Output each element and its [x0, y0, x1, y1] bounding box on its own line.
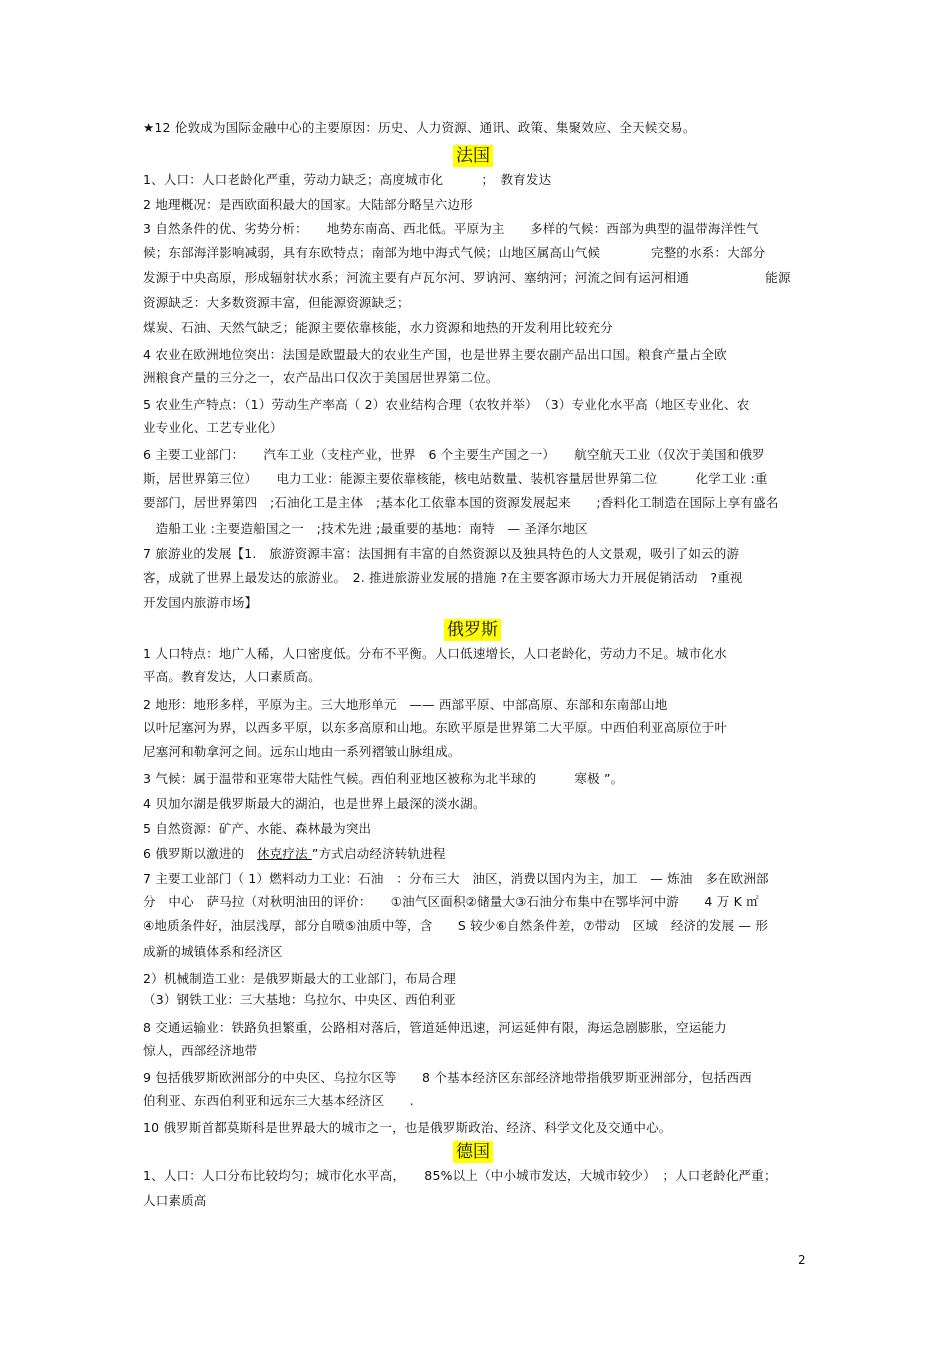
- france-line: 6 主要工业部门： 汽车工业（支柱产业，世界 6 个主要生产国之一） 航空航天工业（仅次于美国和俄罗: [143, 447, 765, 462]
- russia-line-6-suffix: ”方式启动经济转轨进程: [311, 846, 446, 861]
- heading-germany: 德国: [453, 1141, 493, 1163]
- russia-line: 2 地形：地形多样，平原为主。三大地形单元 —— 西部平原、中部高原、东部和东南部山地: [143, 697, 668, 712]
- russia-line: ④地质条件好，油层浅厚，部分自喷⑤油质中等，含 S 较少⑥自然条件差，⑦带动 区域 经济的发展 — 形: [143, 918, 769, 933]
- russia-line: 1 人口特点：地广人稀，人口密度低。分布不平衡。人口低速增长，人口老龄化，劳动力不足。城市化水: [143, 646, 727, 661]
- heading-france: 法国: [453, 145, 493, 167]
- russia-line: 10 俄罗斯首都莫斯科是世界最大的城市之一，也是俄罗斯政治、经济、科学文化及交通中心。: [143, 1120, 672, 1135]
- france-line: 2 地理概况：是西欧面积最大的国家。大陆部分略呈六边形: [143, 197, 473, 212]
- russia-line: 2）机械制造工业：是俄罗斯最大的工业部门，布局合理: [143, 971, 456, 986]
- france-line: 候；东部海洋影响减弱，具有东欧特点；南部为地中海式气候；山地区属高山气候 完整的水系：大部分: [143, 245, 766, 260]
- russia-line: 分 中心 萨马拉（对秋明油田的评价： ①油气区面积②储量大③石油分布集中在鄂毕河中游 4 万 K ㎡: [143, 894, 759, 909]
- russia-line: 4 贝加尔湖是俄罗斯最大的湖泊，也是世界上最深的淡水湖。: [143, 796, 486, 811]
- russia-line: 7 主要工业部门（ 1）燃料动力工业：石油 ：分布三大 油区，消费以国内为主，加工 — 炼油 多在欧洲部: [143, 871, 769, 886]
- shock-therapy-term: 休克疗法: [256, 846, 312, 861]
- germany-line: 1、人口：人口分布比较均匀；城市化水平高， 85%以上（中小城市发达，大城市较少） ；人口老龄化严重；: [143, 1168, 777, 1183]
- russia-line: 成新的城镇体系和经济区: [143, 944, 283, 959]
- intro-line: ★12 伦敦成为国际金融中心的主要原因：历史、人力资源、通讯、政策、集聚效应、全天候交易。: [143, 120, 696, 135]
- france-line: 开发国内旅游市场】: [143, 595, 258, 610]
- france-line: 洲粮食产量的三分之一，农产品出口仅次于美国居世界第二位。: [143, 370, 499, 385]
- france-line: 1、人口：人口老龄化严重，劳动力缺乏；高度城市化 ； 教育发达: [143, 172, 552, 187]
- france-line: 煤炭、石油、天然气缺乏；能源主要依靠核能，水力资源和地热的开发利用比较充分: [143, 320, 613, 335]
- france-line: 业专业化、工艺专业化）: [143, 420, 283, 435]
- france-line: 要部门，居世界第四 ;石油化工是主体 ;基本化工依靠本国的资源发展起来 ;香料化工制造在国际上享有盛名: [143, 495, 779, 510]
- russia-line: 惊人，西部经济地带: [143, 1043, 258, 1058]
- russia-line: 伯利亚、东西伯利亚和远东三大基本经济区 .: [143, 1093, 414, 1108]
- germany-line: 人口素质高: [143, 1193, 207, 1208]
- russia-line: （3）钢铁工业：三大基地：乌拉尔、中央区、西伯利亚: [143, 992, 456, 1007]
- france-line: 资源缺乏：大多数资源丰富，但能源资源缺乏；: [143, 295, 410, 310]
- france-line: 4 农业在欧洲地位突出：法国是欧盟最大的农业生产国，也是世界主要农副产品出口国。粮食产量占全欧: [143, 347, 727, 362]
- france-line: 斯，居世界第三位） 电力工业：能源主要依靠核能，核电站数量、装机容量居世界第二位 化学工业 :重: [143, 471, 768, 486]
- russia-line: 平高。教育发达，人口素质高。: [143, 669, 321, 684]
- russia-line-6-prefix: 6 俄罗斯以激进的: [143, 846, 257, 861]
- france-line: 造船工业 :主要造船国之一 ;技术先进 ;最重要的基地：南特 — 圣泽尔地区: [143, 521, 588, 536]
- russia-line: 5 自然资源：矿产、水能、森林最为突出: [143, 821, 372, 836]
- russia-line: 3 气候：属于温带和亚寒带大陆性气候。西伯利亚地区被称为北半球的 寒极 ”。: [143, 771, 624, 786]
- heading-russia: 俄罗斯: [444, 619, 501, 641]
- france-line: 7 旅游业的发展【1. 旅游资源丰富：法国拥有丰富的自然资源以及独具特色的人文景观，吸引了如云的游: [143, 546, 740, 561]
- france-line: 5 农业生产特点：（1）劳动生产率高（ 2）农业结构合理（农牧并举） （3）专业化水平高（地区专业化、农: [143, 397, 750, 412]
- russia-line: 尼塞河和勒拿河之间。远东山地由一系列褶皱山脉组成。: [143, 744, 461, 759]
- france-line: 3 自然条件的优、劣势分析： 地势东南高、西北低。平原为主 多样的气候：西部为典型的温带海洋性气: [143, 221, 759, 236]
- russia-line: 9 包括俄罗斯欧洲部分的中央区、乌拉尔区等 8 个基本经济区东部经济地带指俄罗斯亚洲部分，包括西西: [143, 1070, 752, 1085]
- france-line: 发源于中央高原，形成辐射状水系；河流主要有卢瓦尔河、罗讷河、塞纳河；河流之间有运河相通 能源: [143, 270, 791, 285]
- russia-line: 8 交通运输业：铁路负担繁重，公路相对落后，管道延伸迅速，河运延伸有限，海运急剧膨胀，空运能力: [143, 1020, 727, 1035]
- russia-line-6: [143, 846, 446, 862]
- france-line: 客，成就了世界上最发达的旅游业。 2. 推进旅游业发展的措施 ?在主要客源市场大力开展促销活动 ?重视: [143, 570, 743, 585]
- russia-line: 以叶尼塞河为界，以西多平原，以东多高原和山地。东欧平原是世界第二大平原。中西伯利亚高原位于叶: [143, 720, 728, 735]
- page-number: 2: [798, 1253, 806, 1267]
